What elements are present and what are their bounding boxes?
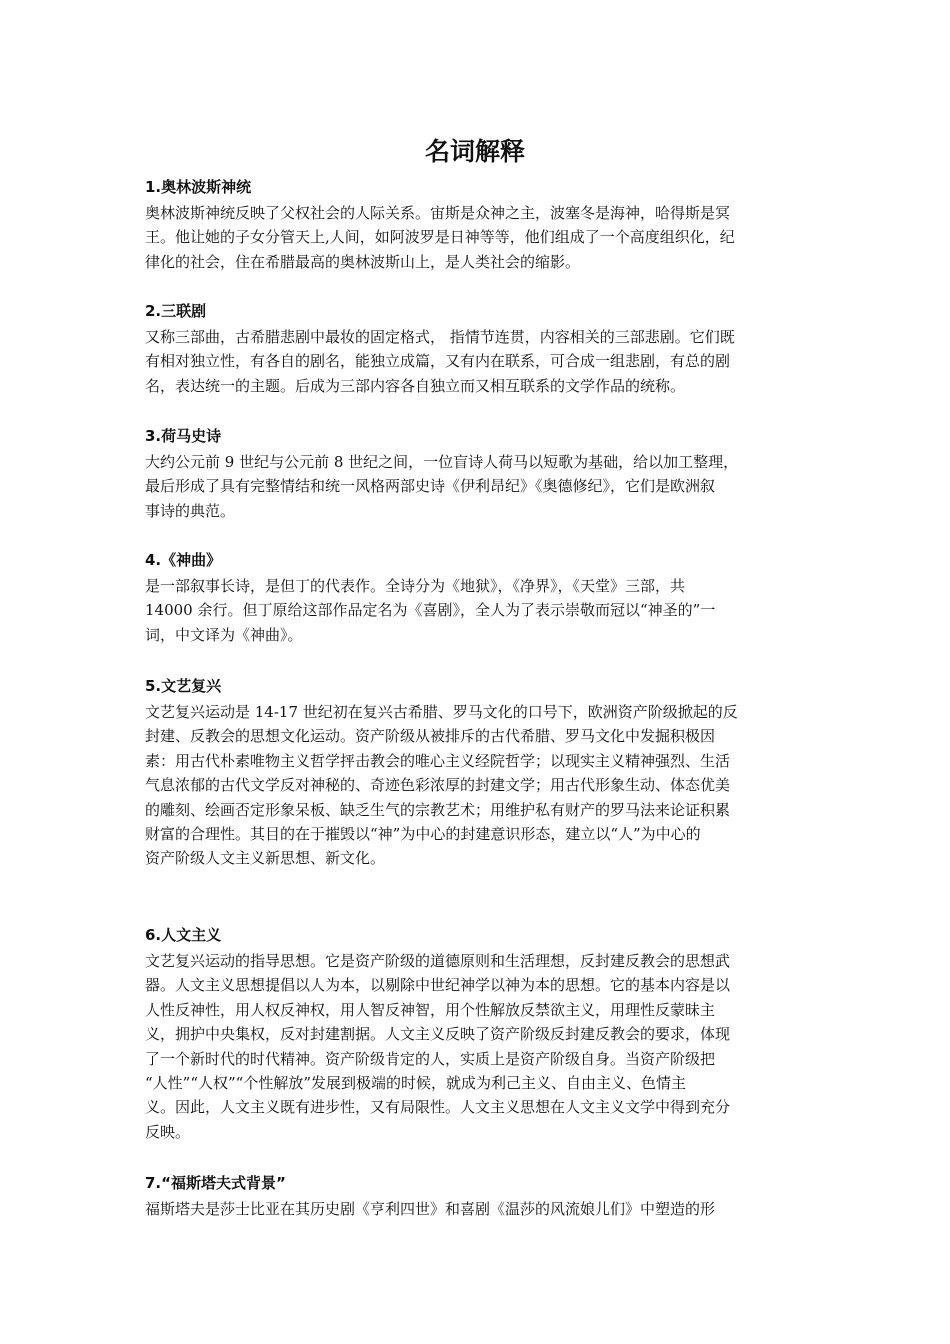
entry-renaissance [145,675,810,871]
body-line: 又称三部曲，古希腊悲剧中最妆的固定格式， 指情节连贯，内容相关的三部悲剧。它们既 [145,328,735,346]
body-line: 大约公元前 9 世纪与公元前 8 世纪之间，一位盲诗人荷马以短歌为基础，给以加工整理， [145,453,739,471]
body-line: 福斯塔夫是莎士比亚在其历史剧《亨利四世》和喜剧《温莎的风流娘儿们》中塑造的形 [145,1200,716,1218]
body-line: 14000 余行。但丁原给这部作品定名为《喜剧》，全人为了表示崇敬而冠以“神圣的”一 [145,601,716,620]
body-line: 事诗的典范。 [145,501,236,520]
body-line: 资产阶级人文主义新思想、新文化。 [145,849,386,868]
entry-body [145,700,810,871]
body-line: 名，表达统一的主题。后成为三部内容各自独立而又相互联系的文学作品的统称。 [145,376,686,395]
body-line: 词，中文译为《神曲》。 [145,625,303,644]
body-line: 是一部叙事长诗，是但丁的代表作。全诗分为《地狱》，《净界》，《天堂》三部，共 [145,577,686,595]
entry-heading: 3.荷马史诗 [145,427,222,445]
body-line: 最后形成了具有完整情结和统一风格两部史诗《伊利昂纪》《奥德修纪》，它们是欧洲叙 [145,477,716,496]
entry-heading: 4.《神曲》 [145,551,222,569]
body-line: 器。人文主义思想提倡以人为本，以剔除中世纪神学以神为本的思想。它的基本内容是以 [145,976,731,995]
body-line: 反映。 [145,1122,191,1141]
entry-heading: 1.奥林波斯神统 [145,178,252,196]
body-line: “人性”“人权”“个性解放”发展到极端的时候，就成为利己主义、自由主义、色情主 [145,1074,687,1093]
entry-trilogy [145,300,810,398]
entry-divine-comedy [145,549,810,647]
body-line: 有相对独立性，有各自的剧名，能独立成篇，又有内在联系，可合成一组悲剧，有总的剧 [145,352,731,371]
body-line: 奥林波斯神统反映了父权社会的人际关系。宙斯是众神之主，波塞冬是海神，哈得斯是冥 [145,204,731,222]
entry-body [145,201,810,274]
body-line: 义，拥护中央集权，反对封建割据。人文主义反映了资产阶级反封建反教会的要求，体现 [145,1025,731,1044]
body-line: 文艺复兴运动是 14-17 世纪初在复兴古希腊、罗马文化的口号下，欧洲资产阶级掀起的反 [145,703,738,721]
entry-body [145,325,810,398]
body-line: 义。因此，人文主义既有进步性，又有局限性。人文主义思想在人文主义文学中得到充分 [145,1098,731,1117]
entry-humanism [145,924,810,1144]
entry-body [145,450,810,523]
body-line: 文艺复兴运动的指导思想。它是资产阶级的道德原则和生活理想，反封建反教会的思想武 [145,952,731,970]
body-line: 封建、反教会的思想文化运动。资产阶级从被排斥的古代希腊、罗马文化中发掘积极因 [145,727,716,746]
body-line: 了一个新时代的时代精神。资产阶级肯定的人，实质上是资产阶级自身。当资产阶级把 [145,1049,716,1068]
body-line: 的雕刻、绘画否定形象呆板、缺乏生气的宗教艺术；用维护私有财产的罗马法来论证积累 [145,800,731,819]
entry-body [145,1197,810,1221]
entry-body [145,574,810,647]
body-line: 律化的社会，住在希腊最高的奥林波斯山上，是人类社会的缩影。 [145,252,581,271]
entry-body [145,949,810,1144]
entry-olympian-pantheon [145,176,810,274]
entry-homeric-epics [145,425,810,523]
entry-heading: 7.“福斯塔夫式背景” [145,1174,286,1192]
body-line: 财富的合理性。其目的在于摧毁以“神”为中心的封建意识形态，建立以“人”为中心的 [145,825,701,844]
entry-heading: 2.三联剧 [145,302,207,320]
entry-heading: 5.文艺复兴 [145,677,222,695]
body-line: 王。他让她的子女分管天上,人间，如阿波罗是日神等等，他们组成了一个高度组织化，纪 [145,228,735,247]
body-line: 人性反神性，用人权反神权，用人智反神智，用个性解放反禁欲主义，用理性反蒙昧主 [145,1000,716,1019]
body-line: 素：用古代朴素唯物主义哲学抨击教会的唯心主义经院哲学；以现实主义精神强烈、生活 [145,751,731,770]
entry-falstaffian-background [145,1172,810,1221]
page-title: 名词解释 [424,137,525,166]
entry-heading: 6.人文主义 [145,926,222,944]
body-line: 气息浓郁的古代文学反对神秘的、奇迹色彩浓厚的封建文学；用古代形象生动、体态优美 [145,776,731,795]
